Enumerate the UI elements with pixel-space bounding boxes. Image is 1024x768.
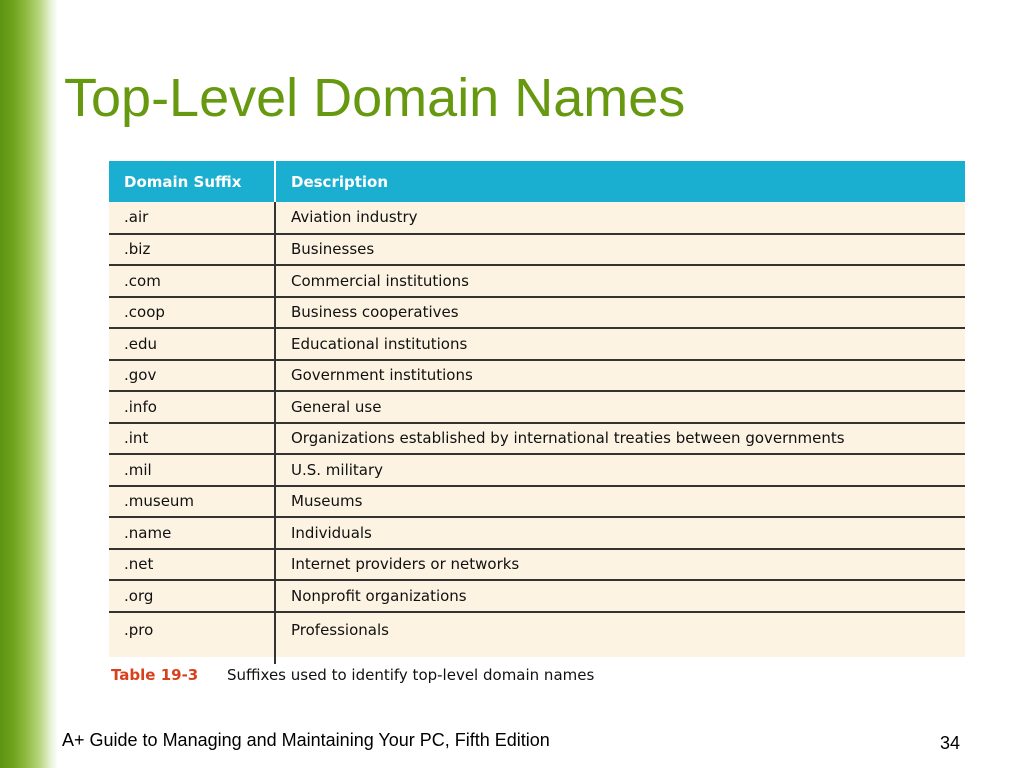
table-row <box>109 234 965 266</box>
description-cell: Government institutions <box>275 360 965 392</box>
description-cell: Museums <box>275 486 965 518</box>
description-cell: Professionals <box>291 620 389 639</box>
table-row <box>109 328 965 360</box>
suffix-cell: .gov <box>109 360 275 392</box>
table-row <box>109 454 965 486</box>
table-header-row <box>109 161 965 202</box>
table-row <box>109 486 965 518</box>
description-cell: U.S. military <box>275 454 965 486</box>
description-cell: Business cooperatives <box>275 297 965 329</box>
suffix-cell: .info <box>109 391 275 423</box>
table-row <box>109 391 965 423</box>
suffix-cell: .edu <box>109 328 275 360</box>
suffix-cell: .biz <box>109 234 275 266</box>
left-accent-bar <box>0 0 58 768</box>
suffix-cell: .coop <box>109 297 275 329</box>
footer-book-title: A+ Guide to Managing and Maintaining Your PC, Fifth Edition <box>62 730 550 750</box>
description-cell: Internet providers or networks <box>275 549 965 581</box>
suffix-cell: .pro <box>109 612 275 664</box>
suffix-cell: .mil <box>109 454 275 486</box>
slide-title: Top-Level Domain Names <box>64 68 686 128</box>
suffix-cell: .com <box>109 265 275 297</box>
suffix-cell: .name <box>109 517 275 549</box>
table-caption-text: Suffixes used to identify top-level domain names <box>227 666 595 684</box>
description-cell: Commercial institutions <box>275 265 965 297</box>
suffix-cell: .int <box>109 423 275 455</box>
table-row <box>109 423 965 455</box>
header-description: Description <box>291 172 389 191</box>
description-cell: Individuals <box>275 517 965 549</box>
table-row <box>109 297 965 329</box>
header-domain-suffix: Domain Suffix <box>109 161 275 202</box>
table-row <box>109 612 965 664</box>
description-cell: Businesses <box>275 234 965 266</box>
table-row <box>109 580 965 612</box>
suffix-cell: .museum <box>109 486 275 518</box>
table-caption-label: Table 19-3 <box>111 666 199 684</box>
suffix-cell: .air <box>109 202 275 234</box>
table-row <box>109 202 965 234</box>
table-caption <box>111 666 594 684</box>
description-cell: Aviation industry <box>275 202 965 234</box>
table-row <box>109 517 965 549</box>
table-row <box>109 360 965 392</box>
description-cell: Educational institutions <box>275 328 965 360</box>
table-row <box>109 265 965 297</box>
description-cell: General use <box>275 391 965 423</box>
domain-table-figure <box>109 161 965 657</box>
suffix-cell: .org <box>109 580 275 612</box>
description-cell: Organizations established by international treaties between governments <box>275 423 965 455</box>
table-row <box>109 549 965 581</box>
domain-suffix-table <box>109 161 965 664</box>
slide-number: 34 <box>940 733 961 753</box>
suffix-cell: .net <box>109 549 275 581</box>
description-cell: Nonprofit organizations <box>275 580 965 612</box>
